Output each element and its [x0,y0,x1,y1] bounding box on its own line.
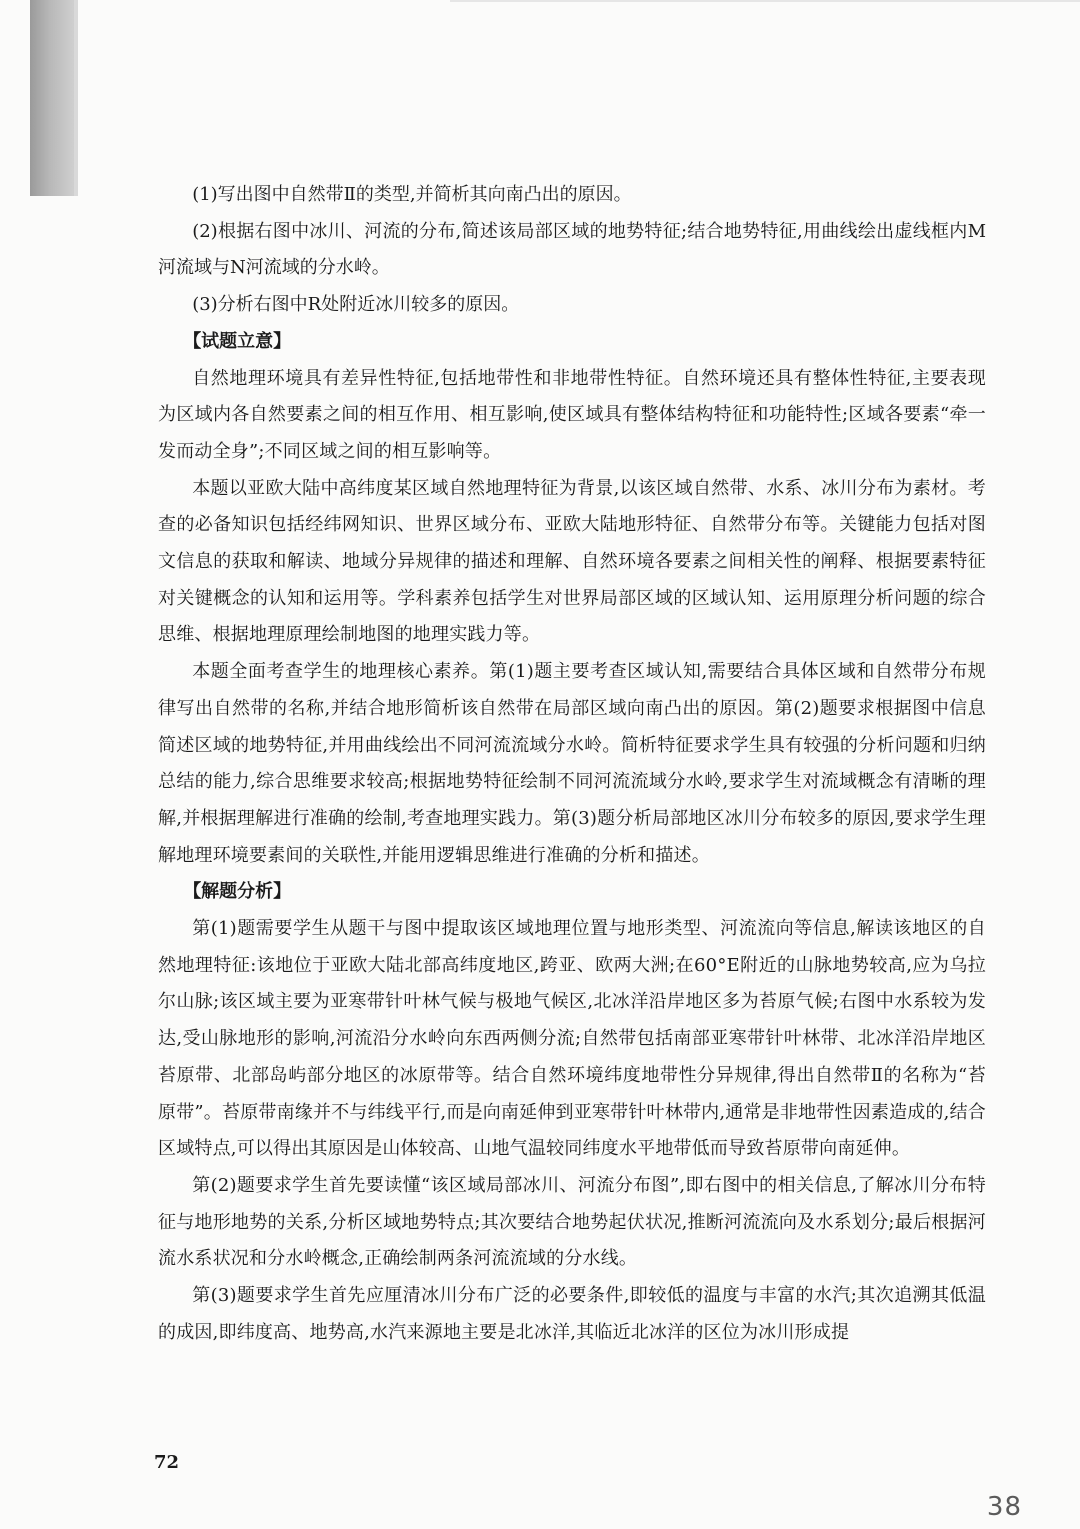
analysis-paragraph-2: 第(2)题要求学生首先要读懂“该区域局部冰川、河流分布图”,即右图中的相关信息,了解冰川分布特征与地形地势的关系,分析区域地势特点;其次要结合地势起伏状况,推断河流流向及水系划分;最后根据河流水系状况和分水岭概念,正确绘制两条河流流域的分水线。 [158,1174,986,1270]
intent-paragraph-2: 本题以亚欧大陆中高纬度某区域自然地理特征为背景,以该区域自然带、水系、冰川分布为素材。考查的必备知识包括经纬网知识、世界区域分布、亚欧大陆地形特征、自然带分布等。关键能力包括对图文信息的获取和解读、地域分异规律的描述和理解、自然环境各要素之间相关性的阐释、根据要素特征对关键概念的认知和运用等。学科素养包括学生对世界局部区域的区域认知、运用原理分析问题的综合思维、根据地理原理绘制地图的地理实践力等。 [158,477,986,646]
scan-page-number: 38 [986,1492,1022,1522]
analysis-paragraph-1: 第(1)题需要学生从题干与图中提取该区域地理位置与地形类型、河流流向等信息,解读该地区的自然地理特征:该地位于亚欧大陆北部高纬度地区,跨亚、欧两大洲;在60°E附近的山脉地势较高,应为乌拉尔山脉;该区域主要为亚寒带针叶林气候与极地气候区,北冰洋沿岸地区多为苔原气候;右图中水系较为发达,受山脉地形的影响,河流沿分水岭向东西两侧分流;自然带包括南部亚寒带针叶林带、北冰洋沿岸地区苔原带、北部岛屿部分地区的冰原带等。结合自然环境纬度地带性分异规律,得出自然带Ⅱ的名称为“苔原带”。苔原带南缘并不与纬线平行,而是向南延伸到亚寒带针叶林带内,通常是非地带性因素造成的,结合区域特点,可以得出其原因是山体较高、山地气温较同纬度水平地带低而导致苔原带向南延伸。 [158,918,986,1160]
page-number: 72 [154,1452,180,1473]
section-heading-analysis: 【解题分析】 [183,881,292,903]
top-edge-line [450,0,1080,2]
section-heading-intent: 【试题立意】 [183,330,292,352]
page-edge-shadow [74,0,78,196]
text-body [158,177,986,1352]
question-1: (1)写出图中自然带Ⅱ的类型,并简析其向南凸出的原因。 [192,184,632,205]
page-edge-tab [30,0,74,196]
intent-paragraph-3: 本题全面考查学生的地理核心素养。第(1)题主要考查区域认知,需要结合具体区域和自然带分布规律写出自然带的名称,并结合地形简析该自然带在局部区域向南凸出的原因。第(2)题要求根据图中信息简述区域的地势特征,并用曲线绘出不同河流流域分水岭。简析特征要求学生具有较强的分析问题和归纳总结的能力,综合思维要求较高;根据地势特征绘制不同河流流域分水岭,要求学生对流域概念有清晰的理解,并根据理解进行准确的绘制,考查地理实践力。第(3)题分析局部地区冰川分布较多的原因,要求学生理解地理环境要素间的关联性,并能用逻辑思维进行准确的分析和描述。 [158,661,986,866]
question-3: (3)分析右图中R处附近冰川较多的原因。 [192,294,520,316]
analysis-paragraph-3: 第(3)题要求学生首先应厘清冰川分布广泛的必要条件,即较低的温度与丰富的水汽;其次追溯其低温的成因,即纬度高、地势高,水汽来源地主要是北冰洋,其临近北冰洋的区位为冰川形成提 [158,1285,986,1343]
intent-paragraph-1: 自然地理环境具有差异性特征,包括地带性和非地带性特征。自然环境还具有整体性特征,主要表现为区域内各自然要素之间的相互作用、相互影响,使区域具有整体结构特征和功能特性;区域各要素“牵一发而动全身”;不同区域之间的相互影响等。 [158,367,986,462]
question-2: (2)根据右图中冰川、河流的分布,简述该局部区域的地势特征;结合地势特征,用曲线绘出虚线框内M河流域与N河流域的分水岭。 [158,220,986,279]
